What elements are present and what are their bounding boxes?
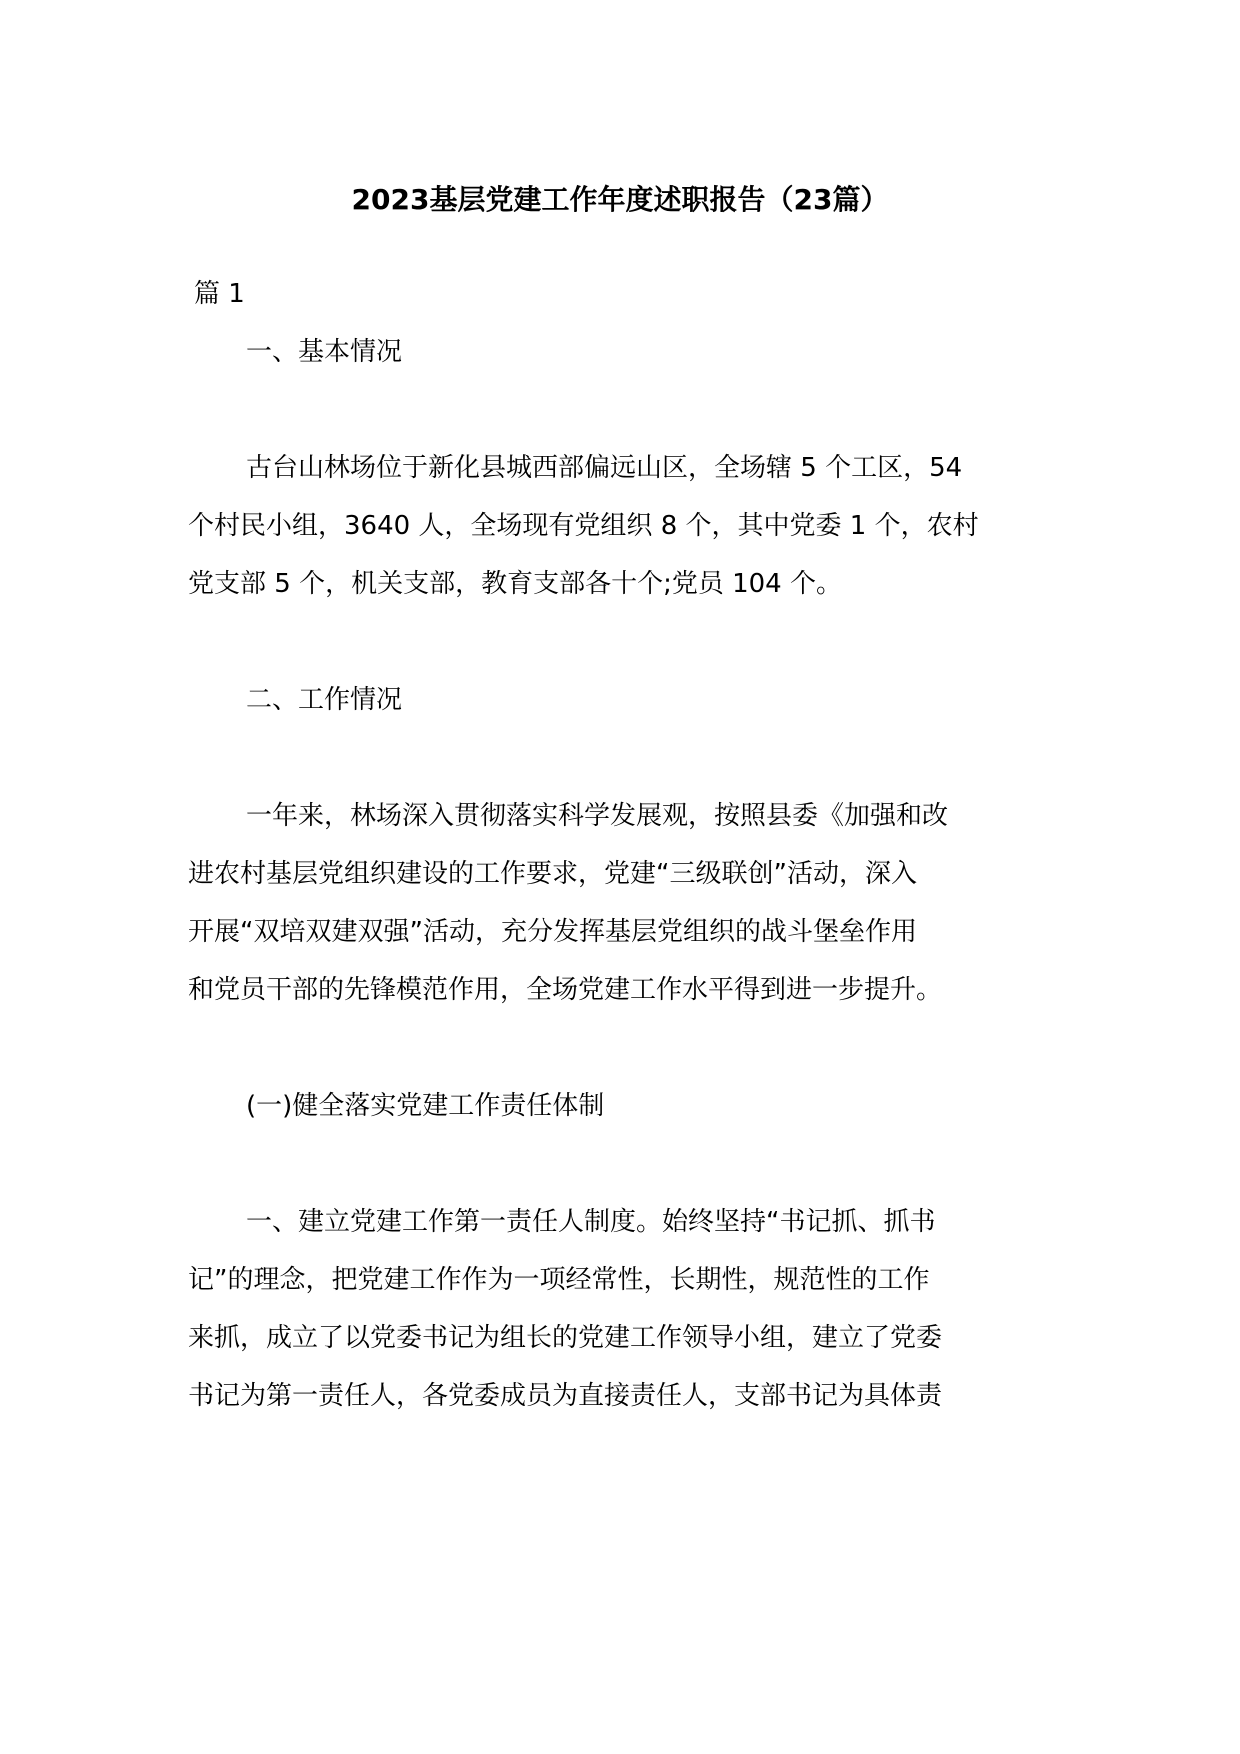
paragraph-line: 书记为第一责任人，各党委成员为直接责任人，支部书记为具体责 [188, 1381, 943, 1411]
document-title: 2023基层党建工作年度述职报告（23篇） [351, 183, 889, 216]
paragraph-line: 记”的理念，把党建工作作为一项经常性，长期性，规范性的工作 [188, 1265, 930, 1295]
paragraph-line: 古台山林场位于新化县城西部偏远山区，全场辖 5 个工区，54 [246, 453, 963, 483]
paragraph-line: 进农村基层党组织建设的工作要求，党建“三级联创”活动，深入 [188, 859, 917, 889]
paragraph-line: 和党员干部的先锋模范作用，全场党建工作水平得到进一步提升。 [188, 975, 943, 1005]
paragraph-line: 开展“双培双建双强”活动，充分发挥基层党组织的战斗堡垒作用 [188, 917, 917, 947]
section-heading: 二、工作情况 [246, 685, 403, 715]
section-heading: 一、基本情况 [246, 337, 403, 367]
paragraph-line: 一、建立党建工作第一责任人制度。始终坚持“书记抓、抓书 [246, 1207, 936, 1237]
paragraph-line: 党支部 5 个，机关支部，教育支部各十个;党员 104 个。 [188, 569, 842, 599]
subsection-heading: (一)健全落实党建工作责任体制 [246, 1091, 605, 1121]
paragraph-line: 一年来，林场深入贯彻落实科学发展观，按照县委《加强和改 [246, 801, 949, 831]
chapter-label: 篇 1 [194, 279, 245, 309]
paragraph-line: 个村民小组，3640 人，全场现有党组织 8 个，其中党委 1 个，农村 [188, 511, 979, 541]
paragraph-line: 来抓，成立了以党委书记为组长的党建工作领导小组，建立了党委 [188, 1323, 943, 1353]
